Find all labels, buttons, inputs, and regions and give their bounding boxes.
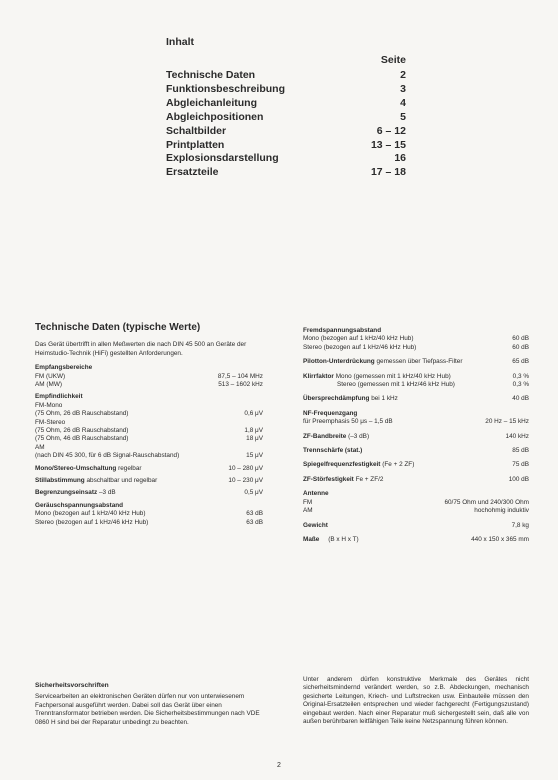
toc-entry (166, 166, 406, 180)
spec-row (303, 522, 529, 530)
spec-note: abschaltbar und regelbar (86, 477, 158, 485)
spec-heading: Empfindlichkeit (35, 393, 83, 401)
safety-text: Servicearbeiten an elektronischen Geräten dürfen nur von unterwiesenem Fachpersonal ausgeführt werden. Dabei soll das Gerät über einen Trenntransformator betrieben werden. Die Sicherheitsbestimmungen nach VDE 0860 H sind bei der Reparatur unbedingt zu beachten. (35, 693, 260, 726)
spec-value: 15 μV (246, 452, 263, 460)
spec-row (303, 507, 529, 515)
spec-value: 440 x 150 x 365 mm (471, 535, 529, 543)
toc-entry (166, 69, 406, 83)
spec-value: 0,5 μV (244, 489, 263, 497)
spec-label: (75 Ohm, 46 dB Rauschabstand) (35, 435, 129, 443)
spec-note: (Fe + 2 ZF) (382, 461, 415, 469)
toc-entry-label: Abgleichpositionen (166, 110, 264, 123)
spec-note: (B x H x T) (328, 535, 359, 543)
spec-label: Maße (303, 535, 320, 543)
toc-entry-label: Schaltbilder (166, 124, 227, 137)
specs-intro: Das Gerät übertrifft in allen Meßwerten die nach DIN 45 500 an Geräte der Heimstudio-Technik (HiFi) gestellten Anforderungen. (35, 341, 247, 357)
toc-entry-label: Ersatzteile (166, 166, 219, 179)
spec-label: AM (MW) (35, 381, 62, 388)
toc-page-column-label: Seite (380, 54, 406, 66)
spec-row (303, 418, 529, 426)
spec-label: für Preemphasis 50 μs – 1,5 dB (303, 418, 393, 426)
toc-entry-label: Funktionsbeschreibung (166, 82, 286, 95)
spec-value: 10 – 230 μV (228, 477, 263, 485)
spec-heading: Antenne (303, 490, 329, 498)
spec-value: 60 dB (512, 343, 529, 351)
spec-label: Gewicht (303, 521, 328, 529)
toc-entry (166, 83, 406, 97)
toc-entry-page: 6 – 12 (376, 124, 406, 137)
spec-label: (75 Ohm, 26 dB Rauschabstand) (35, 427, 129, 435)
spec-row (303, 476, 529, 484)
specs-left-column (35, 322, 263, 527)
spec-label: Pilotton-Unterdrückung (303, 358, 375, 366)
spec-row (303, 373, 529, 381)
toc-entry-page: 4 (400, 96, 406, 109)
spec-value: 63 dB (246, 510, 263, 518)
spec-label: Mono/Stereo-Umschaltung (35, 464, 117, 472)
spec-label: Stereo (bezogen auf 1 kHz/46 kHz Hub) (35, 518, 149, 526)
spec-value: hochohmig induktiv (474, 507, 529, 515)
toc-entry-label: Printplatten (166, 138, 225, 151)
spec-row (35, 373, 263, 381)
spec-value: 18 μV (246, 435, 263, 443)
spec-note: Mono (gemessen mit 1 kHz/40 kHz Hub) (335, 372, 451, 380)
spec-value: 63 dB (246, 518, 263, 526)
specs-title: Technische Daten (typische Werte) (35, 322, 201, 333)
spec-label: FM-Stereo (35, 418, 66, 426)
spec-note: –3 dB (98, 489, 116, 497)
spec-label: (75 Ohm, 26 dB Rauschabstand) (35, 410, 129, 418)
spec-row (35, 427, 263, 435)
spec-value: 0,6 μV (244, 410, 263, 418)
toc-entry-page: 2 (400, 69, 406, 81)
spec-row (35, 381, 263, 389)
spec-heading: Fremdspannungsabstand (303, 327, 382, 334)
specs-right-column (303, 327, 529, 544)
spec-label: FM-Mono (35, 401, 63, 409)
spec-label: ZF-Störfestigkeit (303, 475, 354, 483)
toc-entry-label: Abgleichanleitung (166, 96, 258, 109)
spec-heading: Geräuschspannungsabstand (35, 501, 124, 509)
page-number: 2 (277, 762, 281, 769)
spec-row (303, 447, 529, 455)
spec-value: 140 kHz (505, 432, 529, 440)
spec-label: Spiegelfrequenzfestigkeit (303, 461, 381, 469)
spec-label: Stillabstimmung (35, 477, 85, 485)
spec-row (303, 358, 529, 366)
spec-value: 75 dB (512, 461, 529, 469)
spec-row (35, 489, 263, 497)
toc-title: Inhalt (166, 36, 194, 48)
spec-value: 1,8 μV (244, 427, 263, 435)
spec-row (303, 335, 529, 343)
spec-row (303, 381, 529, 389)
safety-section (35, 682, 263, 727)
spec-label: Mono (bezogen auf 1 kHz/40 kHz Hub) (303, 335, 414, 343)
spec-value: 65 dB (512, 358, 529, 366)
spec-label: Mono (bezogen auf 1 kHz/40 kHz Hub) (35, 510, 146, 518)
spec-row (35, 519, 263, 527)
spec-note: (–3 dB) (348, 432, 370, 440)
spec-value: 10 – 280 μV (228, 464, 263, 472)
spec-row (303, 499, 529, 507)
spec-value: 20 Hz – 15 kHz (485, 418, 529, 426)
spec-note: Fe + ZF/2 (355, 475, 384, 483)
toc-entry-label: Explosionsdarstellung (166, 152, 279, 165)
spec-note: Stereo (gemessen mit 1 kHz/46 kHz Hub) (337, 381, 455, 389)
spec-row (35, 510, 263, 518)
spec-row (303, 395, 529, 403)
spec-label: AM (35, 443, 45, 451)
spec-value: 60/75 Ohm und 240/300 Ohm (444, 498, 529, 506)
toc-entry-page: 3 (400, 82, 406, 95)
safety-title: Sicherheitsvorschriften (35, 682, 109, 689)
spec-value: 87,5 – 104 MHz (217, 372, 263, 380)
spec-label: AM (303, 507, 313, 515)
spec-row (303, 536, 529, 544)
spec-value: 100 dB (508, 475, 529, 483)
spec-row (35, 410, 263, 418)
spec-label: Stereo (bezogen auf 1 kHz/46 kHz Hub) (303, 343, 417, 351)
spec-row (35, 465, 263, 473)
toc-entry-page: 13 – 15 (370, 138, 406, 151)
spec-value: 60 dB (512, 335, 529, 343)
spec-label: Trennschärfe (stat.) (303, 447, 363, 455)
spec-label: (nach DIN 45 300, für 6 dB Signal-Rauschabstand) (35, 452, 180, 460)
toc-entry (166, 125, 406, 139)
toc-entry-label: Technische Daten (166, 69, 256, 81)
spec-label: ZF-Bandbreite (303, 432, 347, 440)
spec-row (303, 344, 529, 352)
spec-label: Klirrfaktor (303, 372, 334, 380)
spec-value: 40 dB (512, 395, 529, 403)
spec-label: Übersprechdämpfung (303, 395, 370, 403)
spec-note: bei 1 kHz (371, 395, 398, 403)
spec-label: Begrenzungseinsatz (35, 489, 98, 497)
spec-label: FM (303, 498, 313, 506)
spec-row (35, 477, 263, 485)
toc-entry (166, 111, 406, 125)
toc-entry-page: 17 – 18 (370, 166, 406, 179)
spec-row (35, 452, 263, 460)
table-of-contents (166, 36, 406, 180)
spec-row (35, 435, 263, 443)
spec-row (303, 433, 529, 441)
toc-entry (166, 139, 406, 153)
spec-value: 0,3 % (512, 381, 529, 389)
spec-heading: Empfangsbereiche (35, 364, 93, 372)
safety-note: Unter anderem dürfen konstruktive Merkmale des Gerätes nicht sicherheitsmindernd verändert werden, so z.B. Abdeckungen, mechanisch gesicherte Leitungen, Kriech- und Luftstrecken usw. Einbauteile müssen den Original-Ersatzteilen entsprechen und wieder fachgerecht (Fertigungszustand) eingebaut werden. Nach einer Reparatur muß sichergestellt sein, daß alle von außen berührbaren leitfähigen Teile keine Netzspannung führen können. (303, 676, 529, 726)
spec-value: 7,8 kg (511, 521, 529, 529)
toc-entry (166, 97, 406, 111)
spec-note: gemessen über Tiefpass-Filter (376, 358, 463, 366)
spec-row (303, 461, 529, 469)
spec-heading: NF-Frequenzgang (303, 409, 358, 417)
spec-value: 0,3 % (512, 372, 529, 380)
spec-value: 85 dB (512, 447, 529, 455)
toc-entry-page: 5 (400, 110, 406, 123)
toc-entry-page: 16 (394, 152, 406, 165)
spec-label: FM (UKW) (35, 372, 66, 380)
toc-entry (166, 152, 406, 166)
spec-note: regelbar (118, 464, 142, 472)
spec-value: 513 – 1602 kHz (218, 381, 263, 388)
